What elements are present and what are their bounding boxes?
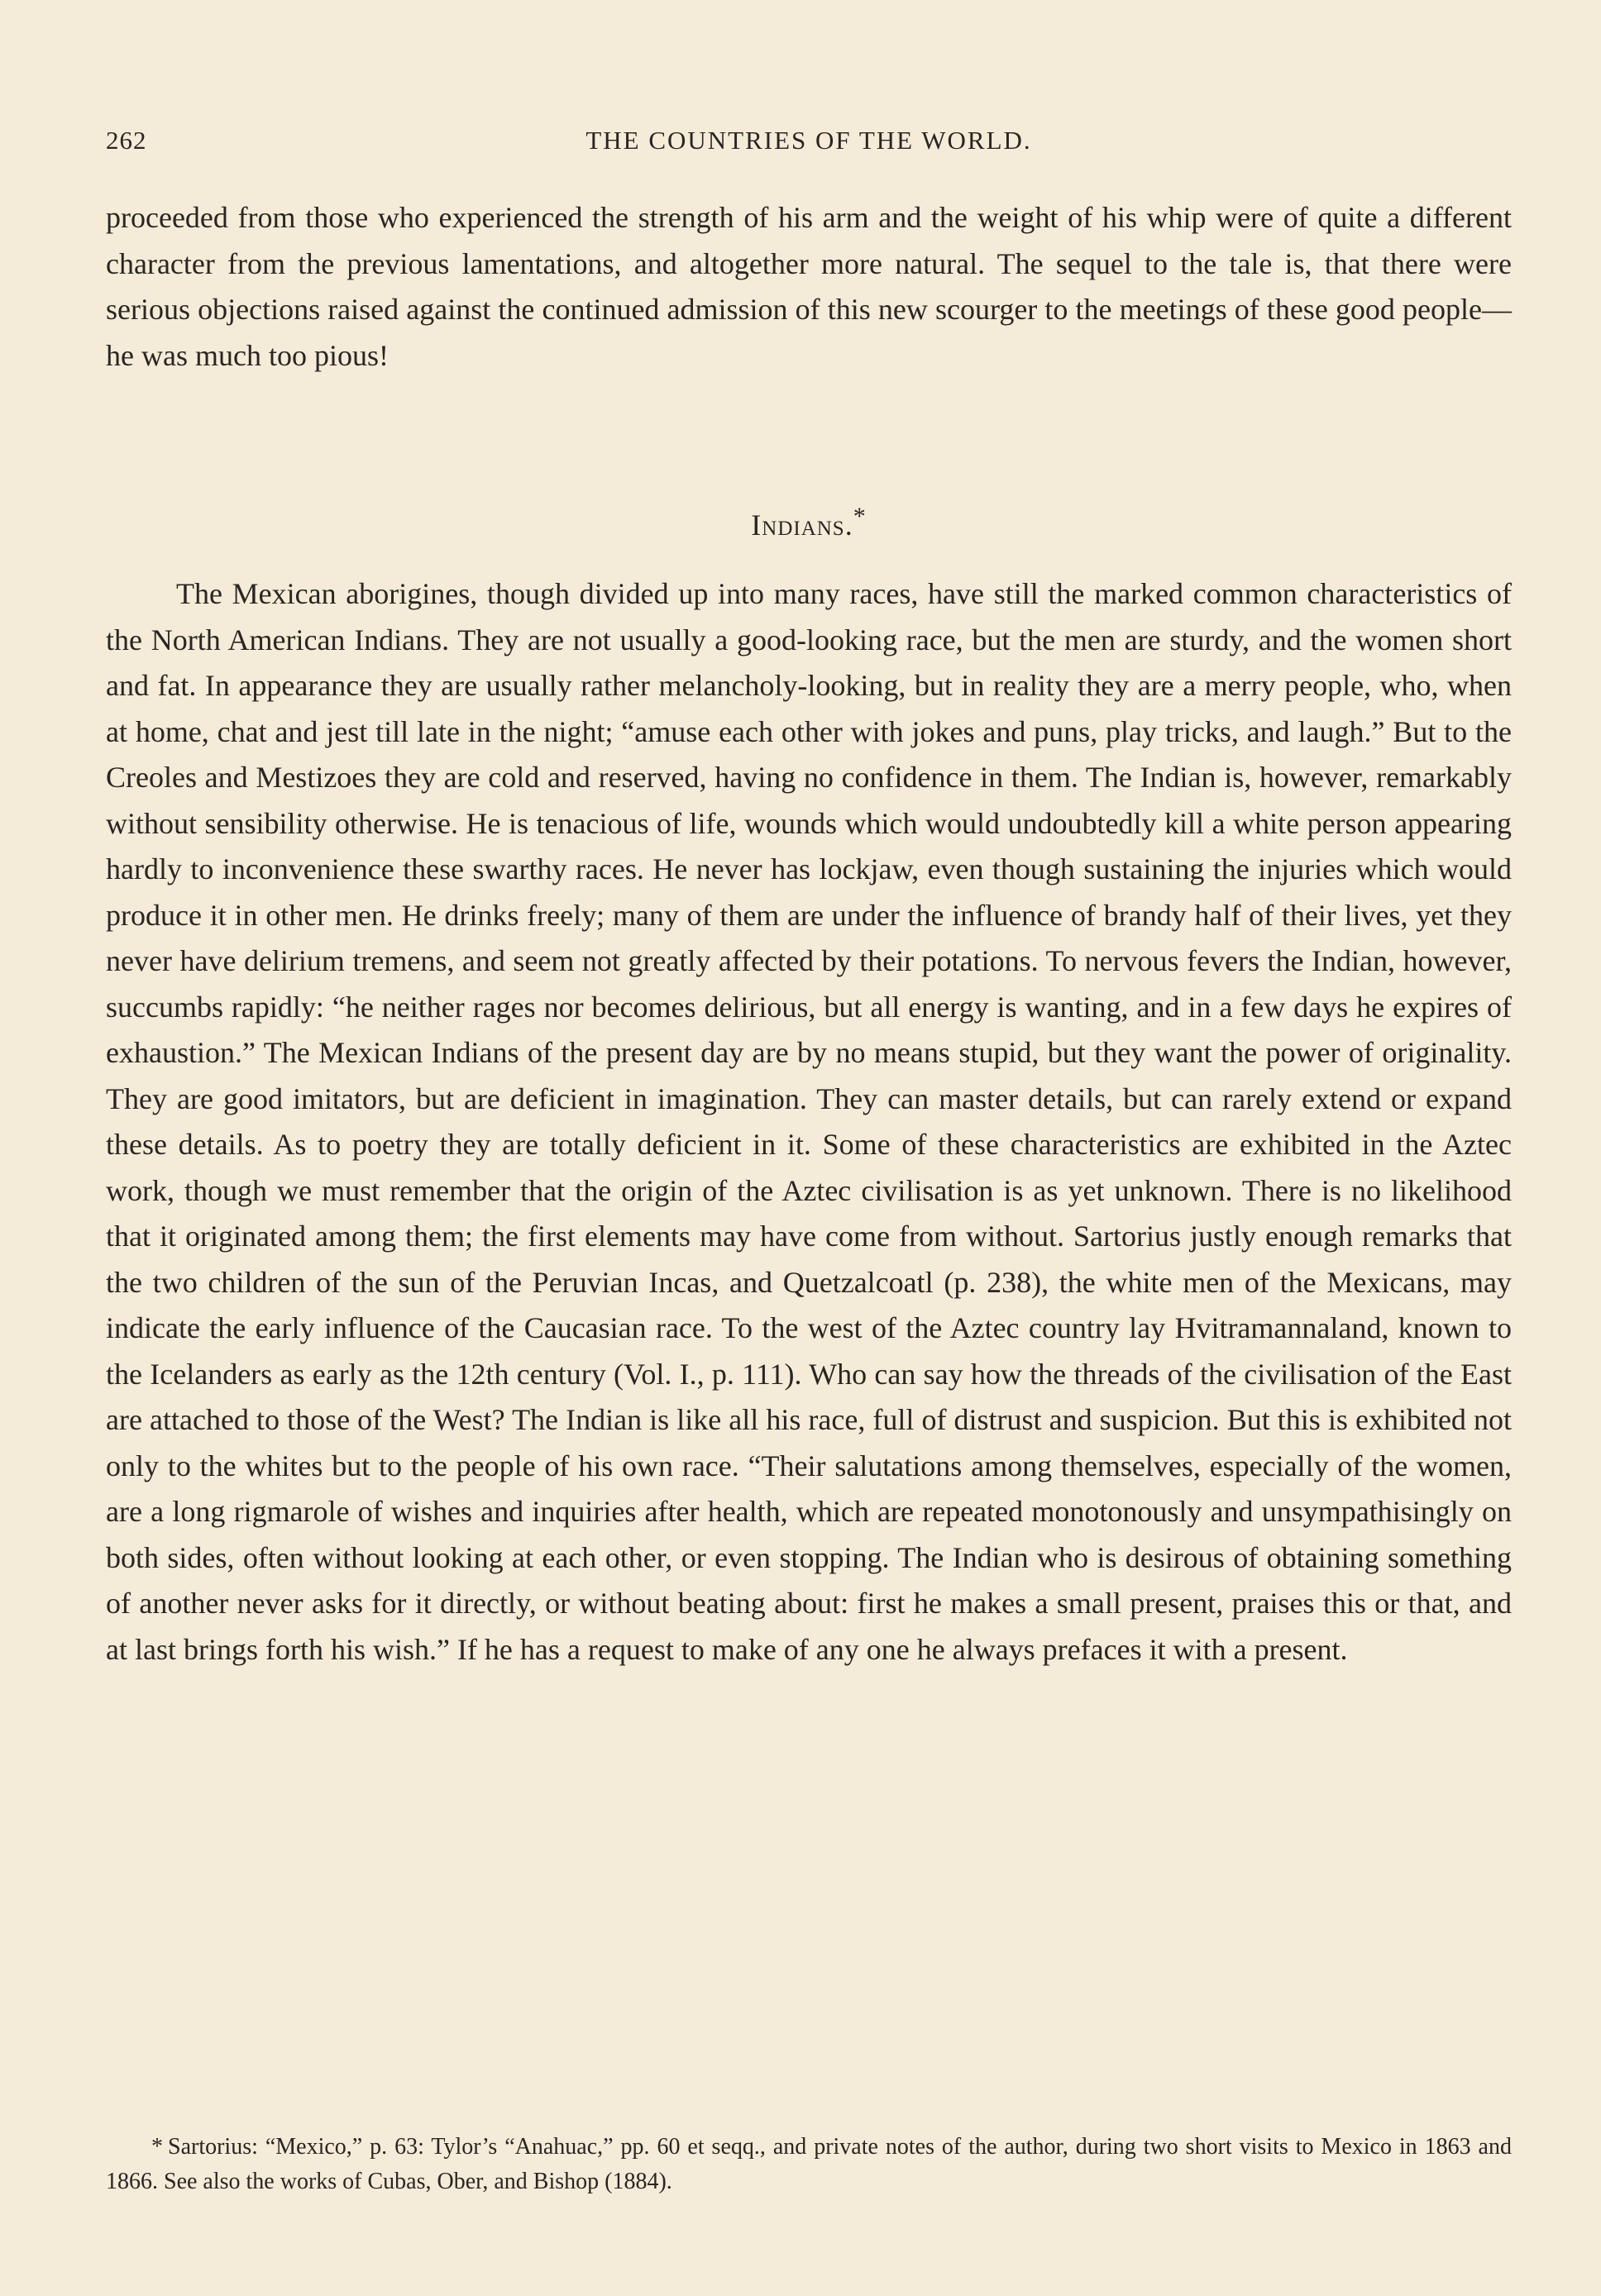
footnote-text: Sartorius: “Mexico,” p. 63: Tylor’s “Anahuac,” pp. 60 et seqq., and private notes of the author, during two short visits to Mexico in 1863 and 1866. See also the works of Cubas, Ober, and Bishop (1884). <box>106 2134 1512 2194</box>
footnote-reference[interactable]: * <box>853 503 867 530</box>
footnote-mark: * <box>151 2134 163 2160</box>
running-head <box>106 126 1512 167</box>
footnote <box>106 2130 1512 2199</box>
running-title: THE COUNTRIES OF THE WORLD. <box>585 126 1032 155</box>
section-heading-text: Indians. <box>751 508 853 542</box>
paragraph-continued: proceeded from those who experienced the strength of his arm and the weight of his whip were of quite a different character from the previous lamentations, and altogether more natural. The sequel to the tale is, that there were serious objections raised against the continued admission of this new scourger to the meetings of these good people—he was much too pious! <box>106 201 1512 372</box>
paragraph-indians: The Mexican aborigines, though divided up into many races, have still the marked common characteristics of the North American Indians. They are not usually a good-looking race, but the men are sturdy, and the women short and fat. In appearance they are usually rather melancholy-looking, but in reality they are a merry people, who, when at home, chat and jest till late in the night; “amuse each other with jokes and puns, play tricks, and laugh.” But to the Creoles and Mestizoes they are cold and reserved, having no confidence in them. The Indian is, however, remarkably without sensibility otherwise. He is tenacious of life, wounds which would undoubtedly kill a white person appearing hardly to inconvenience these swarthy races. He never has lockjaw, even though sustaining the injuries which would produce it in other men. He drinks freely; many of them are under the influence of brandy half of their lives, yet they never have delirium tremens, and seem not greatly affected by their potations. To nervous fevers the Indian, however, succumbs rapidly: “he neither rages nor becomes delirious, but all energy is wanting, and in a few days he expires of exhaustion.” The Mexican Indians of the present day are by no means stupid, but they want the power of originality. They are good imitators, but are deficient in imagination. They can master details, but can rarely extend or expand these details. As to poetry they are totally deficient in it. Some of these characteristics are exhibited in the Aztec work, though we must remember that the origin of the Aztec civilisation is as yet unknown. There is no likelihood that it originated among them; the first elements may have come from without. Sartorius justly enough remarks that the two children of the sun of the Peruvian Incas, and Quetzalcoatl (p. 238), the white men of the Mexicans, may indicate the early influence of the Caucasian race. To the west of the Aztec country lay Hvitramannaland, known to the Icelanders as early as the 12th century (Vol. I., p. 111). Who can say how the threads of the civilisation of the East are attached to those of the West? The Indian is like all his race, full of distrust and suspicion. But this is exhibited not only to the whites but to the people of his own race. “Their salutations among themselves, especially of the women, are a long rigmarole of wishes and inquiries after health, which are repeated monotonously and unsympathisingly on both sides, often without looking at each other, or even stopping. The Indian who is desirous of obtaining something of another never asks for it directly, or without beating about: first he makes a small present, praises this or that, and at last brings forth his wish.” If he has a request to make of any one he always prefaces it with a present. <box>106 577 1512 1666</box>
section-heading <box>106 503 1512 542</box>
page-number: 262 <box>106 126 147 155</box>
